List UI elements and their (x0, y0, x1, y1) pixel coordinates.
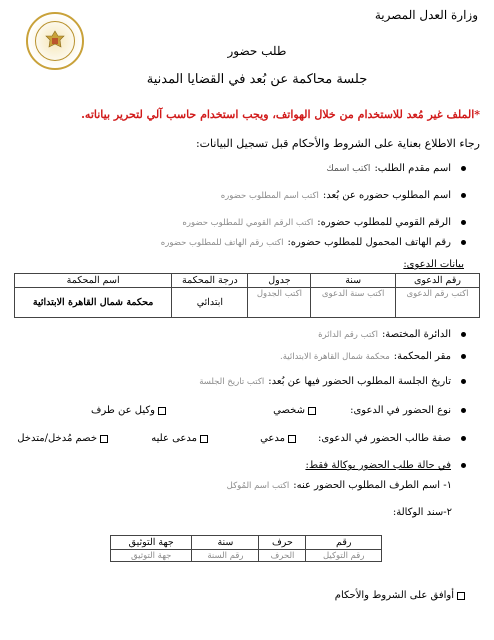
checkbox-icon[interactable] (308, 407, 316, 415)
bullet-icon (461, 436, 466, 441)
bullet-icon (461, 240, 466, 245)
case-roll-input[interactable]: اكتب الجدول (256, 289, 303, 299)
attendee-name-input[interactable]: اكتب اسم المطلوب حضوره (220, 190, 319, 201)
intro-text: رجاء الاطلاع بعناية على الشروط والأحكام قبل تسجيل البيانات: (195, 137, 480, 150)
poa-year-input[interactable]: رقم السنة (207, 551, 244, 561)
field-label: ١- اسم الطرف المطلوب الحضور عنه: (293, 480, 452, 491)
ministry-name: وزارة العدل المصرية (374, 8, 478, 22)
national-id-row (14, 217, 466, 228)
bullet-icon (461, 379, 466, 384)
field-label: صفة طالب الحضور في الدعوى: (318, 433, 451, 444)
field-label: مقر المحكمة: (393, 351, 451, 362)
form-title: طلب حضور (227, 44, 287, 58)
option-agent[interactable]: وكيل عن طرف (91, 405, 169, 416)
checkbox-icon[interactable] (100, 435, 108, 443)
field-label: اسم المطلوب حضوره عن بُعد: (322, 190, 451, 201)
case-header-degree: درجة المحكمة (172, 274, 248, 288)
bullet-icon (461, 332, 466, 337)
option-defendant[interactable]: مدعى عليه (111, 433, 211, 444)
agree-row[interactable] (335, 590, 468, 601)
field-label: الرقم القومي للمطلوب حضوره: (317, 217, 451, 228)
case-header-roll: جدول (248, 274, 311, 288)
option-intervener[interactable]: خصم مُدخل/متدخل (17, 433, 111, 444)
agree-checkbox-icon[interactable] (457, 592, 465, 600)
power-of-attorney-row (14, 507, 452, 518)
attendance-type-row (14, 405, 466, 416)
case-number-input[interactable]: اكتب رقم الدعوى (406, 289, 469, 299)
bullet-icon (461, 166, 466, 171)
applicant-name-input[interactable]: اكتب اسمك (326, 163, 371, 174)
mobile-row (14, 237, 466, 248)
bullet-icon (461, 408, 466, 413)
case-header-year: سنة (311, 274, 396, 288)
applicant-name-row (14, 163, 466, 174)
court-seat-row (14, 351, 466, 362)
poa-header-letter: حرف (259, 536, 306, 550)
capacity-row (14, 433, 466, 444)
poa-header-year: سنة (192, 536, 259, 550)
poa-number-input[interactable]: رقم التوكيل (322, 551, 365, 561)
national-id-input[interactable]: اكتب الرقم القومي للمطلوب حضوره (182, 217, 314, 228)
circuit-input[interactable]: اكتب رقم الدائرة (318, 329, 378, 340)
ministry-seal-icon (26, 12, 84, 70)
option-personal[interactable]: شخصي (169, 405, 319, 416)
circuit-row (14, 329, 466, 340)
bullet-icon (461, 354, 466, 359)
court-degree-select[interactable]: ابتدائي (172, 288, 248, 318)
session-date-input[interactable]: اكتب تاريخ الجلسة (199, 376, 265, 387)
agency-section-title: في حالة طلب الحضور بوكالة فقط: (305, 460, 451, 471)
field-label: تاريخ الجلسة المطلوب الحضور فيها عن بُعد: (268, 376, 451, 387)
agree-label: أوافق على الشروط والأحكام (334, 590, 454, 601)
principal-name-row (14, 480, 452, 491)
warning-text: *الملف غير مُعد للاستخدام من خلال الهواتف، ويجب استخدام حاسب آلي لتحرير بياناته. (81, 108, 480, 121)
checkbox-icon[interactable] (288, 435, 296, 443)
form-subtitle: جلسة محاكمة عن بُعد في القضايا المدنية (146, 72, 368, 87)
court-seat-value: محكمة شمال القاهرة الابتدائية. (280, 351, 390, 362)
poa-header-authority: جهة التوثيق (111, 536, 192, 550)
power-of-attorney-table (110, 535, 382, 562)
checkbox-icon[interactable] (158, 407, 166, 415)
field-label: اسم مقدم الطلب: (374, 163, 451, 174)
checkbox-icon[interactable] (200, 435, 208, 443)
case-header-court: اسم المحكمة (15, 274, 172, 288)
field-label: الدائرة المختصة: (381, 329, 451, 340)
bullet-icon (461, 220, 466, 225)
field-label: رقم الهاتف المحمول للمطلوب حضوره: (287, 237, 451, 248)
case-header-number: رقم الدعوى (395, 274, 479, 288)
case-table (14, 273, 480, 318)
field-label: ٢-سند الوكالة: (392, 507, 452, 518)
bullet-icon (461, 463, 466, 468)
case-year-input[interactable]: اكتب سنة الدعوى (321, 289, 385, 299)
case-section-title: بيانات الدعوى: (403, 259, 464, 270)
poa-letter-input[interactable]: الحرف (270, 551, 295, 561)
option-plaintiff[interactable]: مدعي (211, 433, 299, 444)
poa-header-number: رقم (306, 536, 382, 550)
court-name-select[interactable]: محكمة شمال القاهرة الابتدائية (15, 288, 172, 318)
mobile-input[interactable]: اكتب رقم الهاتف للمطلوب حضوره (160, 237, 284, 248)
poa-authority-input[interactable]: جهة التوثيق (131, 551, 172, 561)
principal-name-input[interactable]: اكتب اسم المُوكل (226, 480, 290, 491)
session-date-row (14, 376, 466, 387)
field-label: نوع الحضور في الدعوى: (350, 405, 451, 416)
attendee-name-row (14, 190, 466, 201)
bullet-icon (461, 193, 466, 198)
agency-title-row (14, 460, 466, 471)
